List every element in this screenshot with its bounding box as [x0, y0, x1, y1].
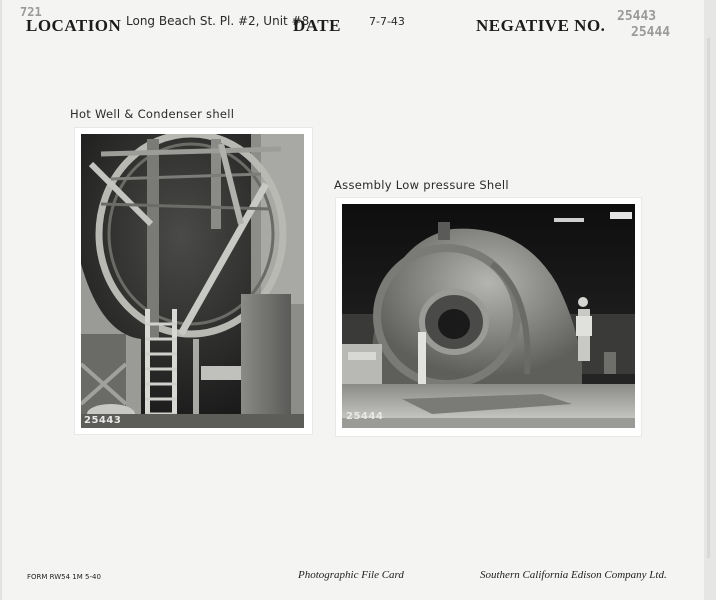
- negative-number-2: 25444: [631, 25, 671, 40]
- negative-label: NEGATIVE NO.: [476, 16, 606, 35]
- photo-negative-mark-2: 25444: [346, 411, 384, 422]
- location-label: LOCATION: [26, 16, 122, 35]
- photo-caption-assembly: Assembly Low pressure Shell: [334, 178, 509, 192]
- photo-caption-hot-well: Hot Well & Condenser shell: [70, 107, 235, 121]
- photo-negative-mark-1: 25443: [84, 415, 122, 426]
- card-left-edge: [0, 0, 2, 600]
- card-edge-strip: [707, 38, 710, 558]
- photo-hot-well-condenser: [81, 134, 304, 428]
- card-number: 721: [20, 5, 42, 19]
- photo-assembly-lp-shell: [342, 204, 635, 428]
- card-right-edge: [704, 0, 716, 600]
- photo-assembly-image: [342, 204, 635, 428]
- date-label: DATE: [293, 16, 341, 35]
- company-name: Southern California Edison Company Ltd.: [480, 569, 667, 581]
- photo-hot-well-image: [81, 134, 304, 428]
- form-number: FORM RW54 1M 5-40: [27, 573, 101, 581]
- card-title: Photographic File Card: [298, 569, 404, 581]
- negative-number-1: 25443: [617, 9, 657, 24]
- date-value: 7-7-43: [369, 15, 405, 28]
- location-value: Long Beach St. Pl. #2, Unit #8: [126, 14, 310, 28]
